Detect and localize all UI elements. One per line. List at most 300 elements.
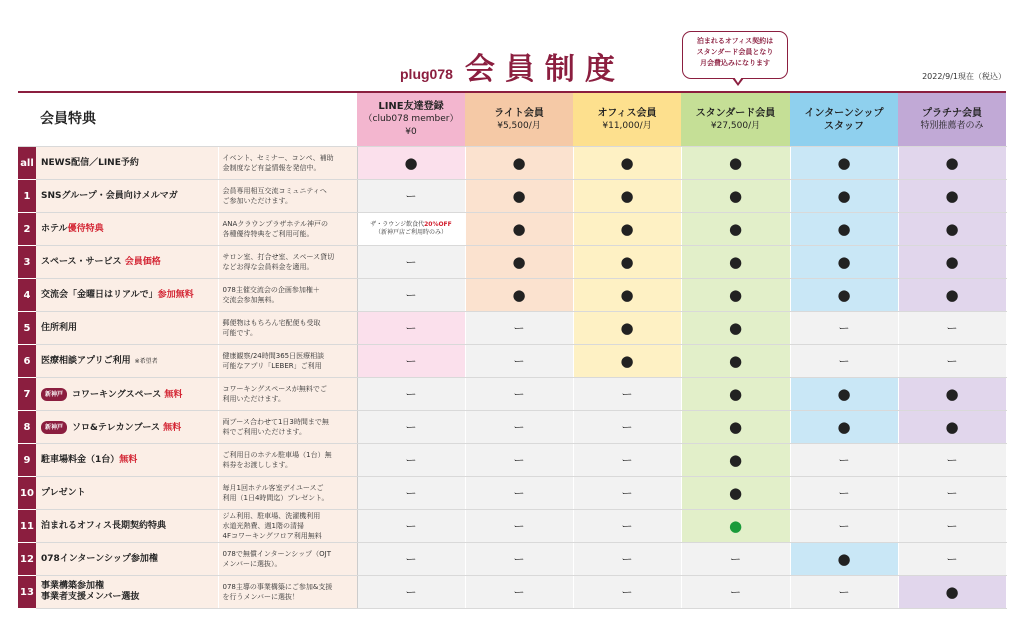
table-row (18, 444, 1006, 477)
included-mark: ● (620, 286, 634, 304)
plan-cell (898, 444, 1006, 477)
row-number: 3 (18, 246, 36, 279)
benefit-highlight: 会員価格 (124, 256, 161, 267)
plan-cell (357, 246, 465, 279)
included-mark: ● (728, 385, 743, 403)
benefit-name (36, 213, 218, 246)
benefit-label: ソロ&テレカンブース (72, 422, 164, 433)
plan-price: ¥5,500/月 (497, 120, 541, 131)
included-mark: ● (728, 319, 743, 337)
not-included-mark: ー (405, 553, 417, 566)
description-line: イベント、セミナー、コンペ、補助 (222, 154, 334, 162)
plan-cell (898, 246, 1006, 279)
included-mark: ● (945, 583, 959, 601)
plan-cell (790, 246, 898, 279)
plan-cell (790, 477, 898, 510)
benefit-description (218, 444, 357, 477)
description-line: 水道光熱費、週1階の清掃 (222, 522, 304, 530)
included-mark: ● (945, 286, 959, 304)
plan-cell (465, 477, 573, 510)
not-included-mark: ー (621, 421, 633, 434)
plan-cell (465, 246, 573, 279)
not-included-mark: ー (621, 553, 633, 566)
not-included-mark: ー (946, 355, 958, 368)
included-mark: ● (620, 154, 634, 172)
plan-cell (790, 279, 898, 312)
plan-cell (573, 543, 681, 576)
description-line: 料でご利用いただけます。 (222, 428, 306, 436)
plan-cell (573, 576, 681, 609)
included-mark: ● (620, 220, 634, 238)
description-line: 078で無償インターンシップ（OJT (222, 550, 331, 558)
plan-cell (465, 180, 573, 213)
plan-cell (790, 180, 898, 213)
plan-cell (573, 477, 681, 510)
description-line: ジム利用、駐車場、洗濯機利用 (222, 512, 321, 520)
benefit-name (36, 378, 218, 411)
not-included-mark: ー (513, 388, 525, 401)
description-line: 金制度など有益情報を発信中。 (222, 164, 321, 172)
benefit-name (36, 510, 218, 543)
not-included-mark: ー (513, 421, 525, 434)
plan-cell (681, 279, 790, 312)
table-row (18, 477, 1006, 510)
benefit-description (218, 477, 357, 510)
plan-cell (681, 246, 790, 279)
included-mark: ● (945, 385, 959, 403)
description-line: 郵便物はもちろん宅配便も受取 (222, 319, 321, 327)
membership-table (18, 93, 1007, 609)
description-line: 可能です。 (222, 329, 257, 337)
description-line: ANAクラウンプラザホテル神戸の (222, 220, 328, 228)
plan-cell (681, 411, 790, 444)
callout-line: 月会費込みになります (700, 59, 770, 67)
not-included-mark: ー (405, 355, 417, 368)
not-included-mark: ー (621, 586, 633, 599)
note-sub: （新神戸店ご利用時のみ） (374, 229, 447, 236)
plan-header (465, 93, 573, 147)
row-number: 8 (18, 411, 36, 444)
row-number: 9 (18, 444, 36, 477)
plan-cell (898, 312, 1006, 345)
included-mark: ● (837, 550, 851, 568)
not-included-mark: ー (513, 487, 525, 500)
benefit-description (218, 147, 357, 180)
description-line: 各種優待特典をご利用可能。 (222, 230, 314, 238)
row-number: 1 (18, 180, 36, 213)
plan-cell (465, 576, 573, 609)
plan-header (790, 93, 898, 147)
plan-cell (465, 147, 573, 180)
plan-cell (465, 378, 573, 411)
included-mark-special: ● (728, 517, 743, 535)
plan-cell (573, 411, 681, 444)
plan-cell (681, 213, 790, 246)
row-number: 6 (18, 345, 36, 378)
plan-cell (681, 510, 790, 543)
plan-cell (790, 411, 898, 444)
benefit-name (36, 180, 218, 213)
benefit-label: 事業構築参加権 (41, 581, 105, 591)
included-mark: ● (512, 220, 526, 238)
plan-cell (898, 510, 1006, 543)
not-included-mark: ー (838, 586, 850, 599)
benefit-label: 泊まれるオフィス長期契約特典 (41, 520, 167, 531)
plan-cell (465, 411, 573, 444)
plan-cell (357, 312, 465, 345)
benefit-name (36, 312, 218, 345)
plan-cell (898, 147, 1006, 180)
plan-cell (681, 576, 790, 609)
not-included-mark: ー (405, 586, 417, 599)
included-mark: ● (728, 220, 743, 238)
plan-cell (898, 279, 1006, 312)
benefit-description (218, 246, 357, 279)
benefit-description (218, 213, 357, 246)
row-number: 7 (18, 378, 36, 411)
description-line: サロン室、打合せ室、スペース貸切 (222, 253, 335, 261)
description-line: ご利用日のホテル駐車場（1台）無 (222, 451, 332, 459)
benefit-label: 医療相談アプリご利用 (41, 355, 131, 366)
plan-cell (573, 147, 681, 180)
not-included-mark: ー (621, 487, 633, 500)
description-line: ご参加いただけます。 (222, 197, 292, 205)
plan-cell (465, 213, 573, 246)
benefit-label: 078インターンシップ参加権 (41, 553, 158, 564)
plan-header (573, 93, 681, 147)
plan-cell (573, 279, 681, 312)
benefit-name (36, 543, 218, 576)
benefit-label: SNSグループ・会員向けメルマガ (41, 190, 178, 201)
plan-price: ¥27,500/月 (710, 120, 761, 131)
plan-cell (465, 510, 573, 543)
plan-name: LINE友達登録 (378, 101, 444, 112)
benefit-label: 交流会「金曜日はリアルで」 (41, 289, 158, 300)
benefits-header: 会員特典 (18, 93, 357, 147)
plan-cell (790, 543, 898, 576)
table-row (18, 345, 1006, 378)
plan-name: オフィス会員 (597, 107, 657, 119)
plan-header (898, 93, 1006, 147)
plan-cell (465, 312, 573, 345)
included-mark: ● (728, 484, 743, 502)
plan-price: ¥11,000/月 (602, 120, 652, 131)
plan-cell (357, 378, 465, 411)
included-mark: ● (837, 286, 851, 304)
plan-cell (790, 147, 898, 180)
plan-cell (357, 213, 465, 246)
benefit-highlight: 参加無料 (157, 289, 194, 300)
not-included-mark: ー (838, 487, 850, 500)
not-included-mark: ー (621, 388, 633, 401)
not-included-mark: ー (405, 421, 417, 434)
note-highlight: 20%OFF (424, 221, 452, 228)
benefit-name (36, 345, 218, 378)
row-number: 5 (18, 312, 36, 345)
not-included-mark: ー (946, 520, 958, 533)
not-included-mark: ー (405, 487, 417, 500)
plan-cell (357, 477, 465, 510)
included-mark: ● (512, 187, 526, 205)
benefit-highlight: 無料 (164, 389, 183, 400)
plan-cell (681, 345, 790, 378)
benefit-description (218, 312, 357, 345)
benefit-label: コワーキングスペース (72, 389, 165, 400)
plan-cell (898, 345, 1006, 378)
plan-subtitle: スタッフ (824, 120, 864, 132)
included-mark: ● (837, 418, 851, 436)
included-mark: ● (404, 154, 418, 172)
benefit-description (218, 378, 357, 411)
row-number: 4 (18, 279, 36, 312)
benefit-highlight: 無料 (163, 422, 182, 433)
description-line: 078主導の事業構築にご参加&支援 (222, 583, 333, 591)
benefit-highlight: 無料 (119, 454, 138, 465)
included-mark: ● (728, 187, 743, 205)
plan-cell (790, 213, 898, 246)
description-line: 交流会参加無料。 (222, 296, 279, 304)
callout-line: 泊まれるオフィス契約は (696, 37, 774, 45)
benefit-label: NEWS配信／LINE予約 (41, 157, 139, 168)
included-mark: ● (945, 154, 959, 172)
location-badge: 新神戸 (41, 388, 67, 401)
plan-cell (357, 444, 465, 477)
row-number: all (18, 147, 36, 180)
benefit-name (36, 147, 218, 180)
benefit-label: プレゼント (41, 487, 86, 498)
not-included-mark: ー (513, 454, 525, 467)
benefit-description (218, 576, 357, 609)
included-mark: ● (945, 220, 959, 238)
not-included-mark: ー (513, 520, 525, 533)
plan-cell (681, 180, 790, 213)
not-included-mark: ー (405, 454, 417, 467)
plan-cell (898, 543, 1006, 576)
plan-cell (898, 576, 1006, 609)
included-mark: ● (728, 154, 743, 172)
plan-cell (573, 312, 681, 345)
plan-cell (681, 312, 790, 345)
plan-name: プラチナ会員 (922, 107, 982, 119)
table-body (18, 147, 1006, 609)
plan-price: 特別推薦者のみ (920, 120, 984, 131)
description-line: 利用いただけます。 (222, 395, 285, 403)
benefit-label: 住所利用 (41, 322, 78, 333)
table-header-row (18, 93, 1006, 147)
benefit-label: スペース・サービス (41, 256, 125, 267)
plan-cell (681, 444, 790, 477)
plan-cell (357, 180, 465, 213)
not-included-mark: ー (730, 586, 741, 599)
included-mark: ● (945, 418, 959, 436)
description-line: メンバーに選抜）。 (222, 560, 282, 568)
benefit-name (36, 444, 218, 477)
included-mark: ● (837, 220, 851, 238)
description-line: コワーキングスペースが無料でご (222, 385, 327, 393)
included-mark: ● (945, 187, 959, 205)
benefit-name (36, 411, 218, 444)
plan-cell (465, 444, 573, 477)
plan-cell (898, 180, 1006, 213)
included-mark: ● (728, 418, 743, 436)
date-label: 2022/9/1現在（税込） (922, 72, 1006, 81)
description-line: 078主催交流会の企画参加権＋ (222, 286, 320, 294)
plan-cell (573, 246, 681, 279)
description-line: 健康観察/24時間365日医療相談 (222, 352, 325, 360)
not-included-mark: ー (513, 322, 525, 335)
not-included-mark: ー (405, 322, 417, 335)
description-line: などお得な会員料金を適用。 (222, 263, 314, 271)
row-number: 11 (18, 510, 36, 543)
plan-cell (573, 345, 681, 378)
plan-cell (357, 147, 465, 180)
plan-cell (790, 510, 898, 543)
included-mark: ● (837, 187, 851, 205)
table-row (18, 213, 1006, 246)
not-included-mark: ー (405, 256, 417, 269)
benefit-description (218, 180, 357, 213)
description-line: 4Fコワーキングフロア利用無料 (222, 532, 322, 540)
callout-note (682, 31, 788, 79)
plan-name: インターンシップ (804, 107, 884, 119)
page-title: 会員制度 (464, 52, 625, 87)
page-title-group (400, 44, 625, 88)
not-included-mark: ー (621, 520, 633, 533)
not-included-mark: ー (838, 355, 850, 368)
not-included-mark: ー (513, 586, 525, 599)
not-included-mark: ー (838, 454, 850, 467)
plan-cell (790, 345, 898, 378)
plan-price: ¥0 (405, 127, 417, 137)
included-mark: ● (620, 187, 634, 205)
benefit-name (36, 576, 218, 609)
plan-cell (790, 378, 898, 411)
plan-cell (357, 345, 465, 378)
included-mark: ● (512, 253, 526, 271)
not-included-mark: ー (946, 322, 958, 335)
table-row (18, 147, 1006, 180)
benefit-description (218, 543, 357, 576)
row-number: 10 (18, 477, 36, 510)
plan-name: スタンダード会員 (695, 107, 776, 119)
benefit-note: ※希望者 (134, 357, 158, 365)
plan-cell (465, 279, 573, 312)
benefit-highlight: 優待特典 (67, 223, 104, 234)
included-mark: ● (945, 253, 959, 271)
plan-cell (898, 213, 1006, 246)
plan-cell (790, 312, 898, 345)
plan-cell (681, 378, 790, 411)
included-mark: ● (728, 253, 743, 271)
plan-name: ライト会員 (494, 107, 544, 119)
description-line: 毎月1回ホテル客室デイユースご (222, 484, 324, 492)
brand-label: plug078 (400, 66, 453, 82)
plan-subtitle: （club078 member） (363, 114, 459, 124)
table-row (18, 312, 1006, 345)
table-row (18, 246, 1006, 279)
row-number: 12 (18, 543, 36, 576)
plan-cell (357, 279, 465, 312)
plan-cell (681, 477, 790, 510)
not-included-mark: ー (405, 289, 417, 302)
not-included-mark: ー (946, 487, 958, 500)
table-row (18, 576, 1006, 609)
callout-arrow-inner (734, 77, 742, 83)
description-line: を行うメンバーに選抜！ (222, 593, 300, 601)
benefit-label: 事業者支援メンバー選抜 (41, 592, 140, 602)
row-number: 2 (18, 213, 36, 246)
not-included-mark: ー (838, 520, 850, 533)
benefit-name (36, 477, 218, 510)
included-mark: ● (620, 253, 634, 271)
plan-header (357, 93, 465, 147)
included-mark: ● (728, 352, 743, 370)
benefit-description (218, 345, 357, 378)
plan-cell (573, 213, 681, 246)
plan-cell (573, 510, 681, 543)
plan-cell (898, 411, 1006, 444)
description-line: 両ブース合わせて1日3時間まで無 (222, 418, 329, 426)
plan-cell (681, 543, 790, 576)
included-mark: ● (620, 352, 634, 370)
plan-cell (357, 576, 465, 609)
benefit-label: ホテル (41, 223, 68, 234)
plan-cell (898, 378, 1006, 411)
included-mark: ● (728, 286, 743, 304)
plan-cell (790, 444, 898, 477)
location-badge: 新神戸 (41, 421, 67, 434)
callout-line: スタンダード会員となり (696, 48, 774, 56)
description-line: 利用（1日4時間迄）プレゼント。 (222, 494, 329, 502)
table-row (18, 411, 1006, 444)
included-mark: ● (837, 385, 851, 403)
not-included-mark: ー (405, 388, 417, 401)
note-text: ザ・ラウンジ飲食代 (370, 221, 425, 228)
table-row (18, 543, 1006, 576)
included-mark: ● (512, 154, 526, 172)
table-row (18, 279, 1006, 312)
not-included-mark: ー (946, 553, 958, 566)
benefit-description (218, 510, 357, 543)
plan-cell (681, 147, 790, 180)
not-included-mark: ー (513, 553, 525, 566)
not-included-mark: ー (730, 553, 741, 566)
plan-cell (573, 444, 681, 477)
not-included-mark: ー (513, 355, 525, 368)
plan-cell (357, 510, 465, 543)
plan-cell (790, 576, 898, 609)
not-included-mark: ー (405, 190, 417, 203)
plan-header (681, 93, 790, 147)
description-line: 料券をお渡しします。 (222, 461, 292, 469)
not-included-mark: ー (621, 454, 633, 467)
table-row (18, 180, 1006, 213)
plan-cell (357, 411, 465, 444)
benefit-label: 駐車場料金（1台） (41, 454, 120, 465)
benefit-name (36, 279, 218, 312)
not-included-mark: ー (405, 520, 417, 533)
included-mark: ● (728, 451, 743, 469)
included-mark: ● (620, 319, 634, 337)
included-mark: ● (512, 286, 526, 304)
row-number: 13 (18, 576, 36, 609)
benefit-name (36, 246, 218, 279)
plan-cell (465, 345, 573, 378)
table-row (18, 510, 1006, 543)
included-mark: ● (837, 253, 851, 271)
not-included-mark: ー (838, 322, 850, 335)
plan-cell (465, 543, 573, 576)
